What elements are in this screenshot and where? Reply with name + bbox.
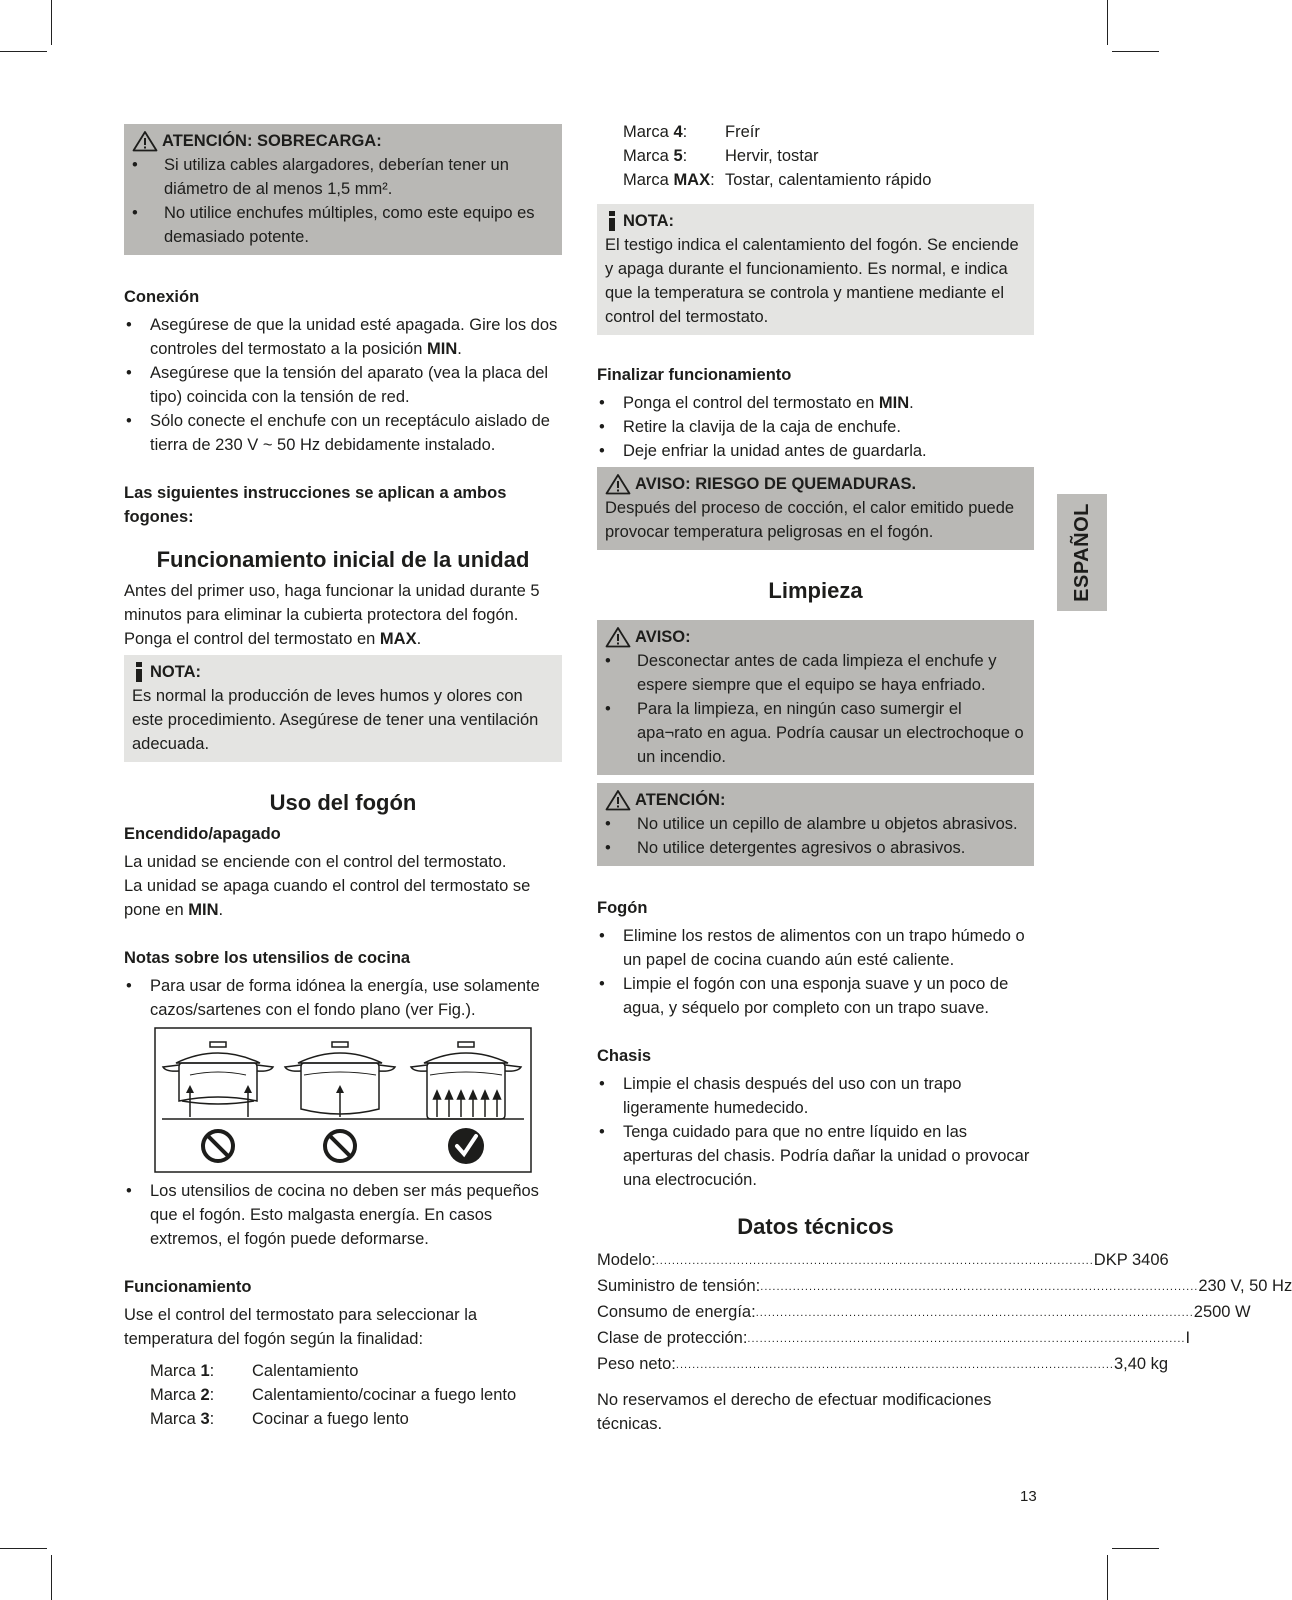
list-item: • No utilice enchufes múltiples, como este equipo es demasiado potente. <box>132 204 535 246</box>
mark-label: Marca MAX: <box>623 171 715 189</box>
crop-mark <box>1107 0 1108 45</box>
list-item: • Limpie el chasis después del uso con un trapo ligeramente humedecido. <box>599 1075 962 1117</box>
aviso-title: AVISO: <box>605 625 1026 649</box>
crop-mark <box>1112 51 1159 52</box>
mark-desc: Calentamiento/cocinar a fuego lento <box>252 1386 517 1404</box>
list-item: • Elimine los restos de alimentos con un trapo húmedo o un papel de cocina cuando aún esté caliente. <box>599 927 1025 969</box>
list-item: • Para la limpieza, en ningún caso sumergir el apa¬rato en agua. Podría causar un electrochoque o un incendio. <box>605 700 1024 766</box>
warning-icon <box>605 789 631 811</box>
note-text: El testigo indica el calentamiento del fogón. Se enciende y apaga durante el funcionamiento. Es normal, e indica que la temperatura se controla y mantiene mediante el control del termostato. <box>605 236 1019 326</box>
list-item: • Asegúrese de que la unidad esté apagada. Gire los dos controles del termostato a la posición MIN. <box>126 316 558 358</box>
info-icon <box>132 661 146 683</box>
page-number: 13 <box>1020 1488 1037 1505</box>
mark-label: Marca 2: <box>150 1386 215 1404</box>
language-tab: ESPAÑOL <box>1057 494 1107 611</box>
list-item: • Sólo conecte el enchufe con un receptáculo aislado de tierra de 230 V ~ 50 Hz debidamente instalado. <box>126 412 550 454</box>
disclaimer: No reservamos el derecho de efectuar modificaciones técnicas. <box>597 1391 992 1433</box>
operation-heading: Funcionamiento <box>124 1278 252 1296</box>
aviso-box <box>597 620 1034 775</box>
prohibited-icon <box>325 1131 355 1161</box>
initial-operation-text: Antes del primer uso, haga funcionar la unidad durante 5 minutos para eliminar la cubierta protectora del fogón. Ponga el control del termostato en MAX. <box>124 582 540 648</box>
prohibited-icon <box>203 1131 233 1161</box>
list-item: • Ponga el control del termostato en MIN. <box>599 394 914 412</box>
connection-list <box>124 313 562 457</box>
note-box <box>124 655 562 762</box>
note-box <box>597 204 1034 335</box>
left-column <box>124 120 562 1431</box>
mark-desc: Tostar, calentamiento rápido <box>725 171 932 189</box>
burn-warning-text: Después del proceso de cocción, el calor emitido puede provocar temperatura peligrosas en el fogón. <box>605 499 1015 541</box>
initial-operation-heading: Funcionamiento inicial de la unidad <box>156 547 530 572</box>
atencion-title: ATENCIÓN: <box>605 788 1026 812</box>
tech-heading: Datos técnicos <box>737 1214 894 1239</box>
onoff-heading: Encendido/apagado <box>124 825 281 843</box>
spec-row: Suministro de tensión: ............................................................................................................ 230 V, 50 Hz <box>597 1277 1292 1295</box>
list-item: • Para usar de forma idónea la energía, use solamente cazos/sartenes con el fondo plano (ver Fig.). <box>126 977 540 1019</box>
checkmark-icon <box>448 1128 484 1164</box>
heat-arrow-icon <box>186 1085 194 1117</box>
spec-row: Modelo: ............................................................................................................ DKP 3406 <box>597 1251 1169 1269</box>
mark-label: Marca 5: <box>623 147 688 165</box>
crop-mark <box>51 1555 52 1600</box>
list-item: • Si utiliza cables alargadores, deberían tener un diámetro de al menos 1,5 mm². <box>132 156 509 198</box>
crop-mark <box>0 1548 47 1549</box>
warning-icon <box>132 130 158 152</box>
cleaning-heading: Limpieza <box>768 578 863 603</box>
cookware-heading: Notas sobre los utensilios de cocina <box>124 949 411 967</box>
burn-warning-box <box>597 467 1034 550</box>
cookware-figure <box>154 1027 532 1173</box>
onoff-text-1: La unidad se enciende con el control del termostato. <box>124 853 507 871</box>
note-title: NOTA: <box>132 660 554 684</box>
atencion-box <box>597 783 1034 866</box>
list-item: • Los utensilios de cocina no deben ser más pequeños que el fogón. Esto malgasta energía. En casos extremos, el fogón puede deformarse. <box>126 1182 539 1248</box>
crop-mark <box>1107 1555 1108 1600</box>
overload-warning-box <box>124 124 562 255</box>
marks-table-2 <box>623 120 1034 192</box>
mark-desc: Freír <box>725 123 760 141</box>
onoff-text-2: La unidad se apaga cuando el control del termostato se pone en MIN. <box>124 877 531 919</box>
list-item: • Deje enfriar la unidad antes de guardarla. <box>599 442 927 460</box>
operation-text: Use el control del termostato para seleccionar la temperatura del fogón según la finalidad: <box>124 1306 478 1348</box>
spec-row: Peso neto: ............................................................................................................ 3,40 kg <box>597 1355 1169 1373</box>
mark-desc: Hervir, tostar <box>725 147 819 165</box>
connection-heading: Conexión <box>124 288 200 306</box>
list-item: • Tenga cuidado para que no entre líquido en las aperturas del chasis. Podría dañar la unidad o provocar una electrocución. <box>599 1123 1030 1189</box>
heat-arrow-icon <box>434 1091 501 1117</box>
crop-mark <box>51 0 52 45</box>
tech-specs <box>597 1248 1292 1378</box>
list-item: • Asegúrese que la tensión del aparato (vea la placa del tipo) coincida con la tensión de red. <box>126 364 549 406</box>
note-text: Es normal la producción de leves humos y olores con este procedimiento. Asegúrese de tener una ventilación adecuada. <box>132 687 539 753</box>
overload-warning-title: ATENCIÓN: SOBRECARGA: <box>132 129 554 153</box>
list-item: • Retire la clavija de la caja de enchufe. <box>599 418 901 436</box>
heat-arrow-icon <box>336 1085 344 1117</box>
list-item: • No utilice detergentes agresivos o abrasivos. <box>605 839 966 857</box>
both-hobs-note: Las siguientes instrucciones se aplican a ambos fogones: <box>124 484 507 526</box>
marks-table-1 <box>150 1359 562 1431</box>
crop-mark <box>1112 1548 1159 1549</box>
list-item: • No utilice un cepillo de alambre u objetos abrasivos. <box>605 815 1018 833</box>
spec-row: Consumo de energía: ............................................................................................................ 2500 W <box>597 1303 1251 1321</box>
info-icon <box>605 210 619 232</box>
use-heading: Uso del fogón <box>269 790 417 815</box>
list-item: • Limpie el fogón con una esponja suave y un poco de agua, y séquelo por completo con un trapo suave. <box>599 975 1009 1017</box>
warning-icon <box>605 626 631 648</box>
warning-icon <box>605 473 631 495</box>
chassis-heading: Chasis <box>597 1047 652 1065</box>
mark-label: Marca 4: <box>623 123 688 141</box>
mark-label: Marca 1: <box>150 1362 215 1380</box>
spec-row: Clase de protección: ............................................................................................................ I <box>597 1329 1191 1347</box>
finish-heading: Finalizar funcionamiento <box>597 366 792 384</box>
mark-label: Marca 3: <box>150 1410 215 1428</box>
crop-mark <box>0 51 47 52</box>
burn-warning-title: AVISO: RIESGO DE QUEMADURAS. <box>605 472 1026 496</box>
hob-heading: Fogón <box>597 899 648 917</box>
mark-desc: Cocinar a fuego lento <box>252 1410 409 1428</box>
mark-desc: Calentamiento <box>252 1362 359 1380</box>
list-item: • Desconectar antes de cada limpieza el enchufe y espere siempre que el equipo se haya enfriado. <box>605 652 997 694</box>
note-title: NOTA: <box>605 209 1026 233</box>
